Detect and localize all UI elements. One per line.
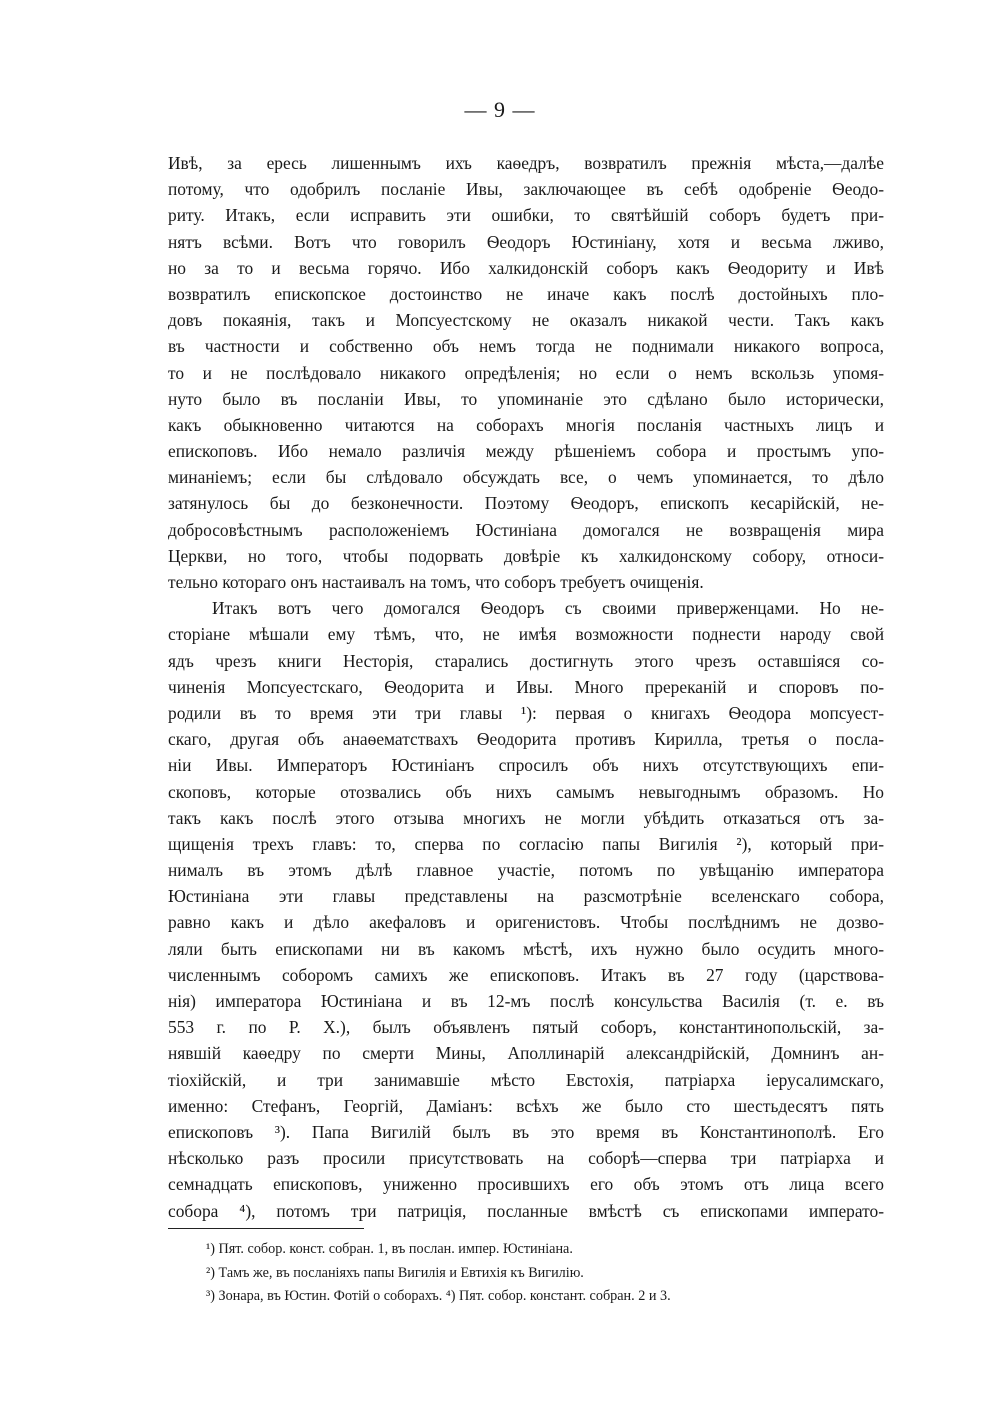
text-line: собора ⁴), потомъ три патриція, посланные вмѣстѣ съ епископами императо- bbox=[168, 1200, 884, 1221]
text-line: епископовъ ³). Папа Вигилій былъ въ это время въ Константинополѣ. Его bbox=[168, 1121, 884, 1142]
page-number: — 9 — bbox=[464, 97, 536, 122]
text-line: сторіане мѣшали ему тѣмъ, что, не имѣя возможности поднести народу свой bbox=[168, 624, 884, 645]
text-line: 553 г. по Р. Х.), былъ объявленъ пятый соборъ, константинопольскій, за- bbox=[168, 1017, 884, 1038]
text-line: тіохійскій, и три занимавшіе мѣсто Евстохія, патріарха іерусалимскаго, bbox=[168, 1069, 884, 1090]
text-line: семнадцать епископовъ, униженно просившихъ его объ этомъ отъ лица всего bbox=[168, 1174, 884, 1195]
text-line: щищенія трехъ главъ: то, сперва по согласію папы Вигилія ²), который при- bbox=[168, 833, 884, 854]
text-line: нія) императора Юстиніана и въ 12-мъ послѣ консульства Василія (т. е. въ bbox=[168, 991, 884, 1011]
text-line: возвратилъ епископское достоинство не иначе какъ послѣ достойныхъ пло- bbox=[168, 283, 884, 304]
text-line: нявшій каѳедру по смерти Мины, Аполлинарій александрійскій, Домнинъ ан- bbox=[168, 1043, 884, 1064]
text-line: то и не послѣдовало никакого опредѣленія; но если о немъ вскользь упомя- bbox=[168, 362, 884, 383]
main-text bbox=[168, 150, 884, 1224]
text-line: минаніемъ; если бы слѣдовало обсуждать все, о чемъ упоминается, то дѣло bbox=[168, 467, 884, 488]
text-line: численнымъ соборомъ самихъ же епископовъ. Итакъ въ 27 году (царствова- bbox=[168, 964, 884, 985]
paragraph-2 bbox=[168, 595, 884, 1224]
text-line: чиненія Мопсуестскаго, Ѳеодорита и Ивы. Много пререканій и споровъ по- bbox=[168, 676, 884, 697]
text-line: Церкви, но того, чтобы подорвать довѣріе къ халкидонскому собору, относи- bbox=[168, 545, 884, 566]
text-line: довъ покаянія, такъ и Мопсуестскому не оказалъ никакой чести. Такъ какъ bbox=[168, 310, 884, 331]
text-line: въ частности и собственно объ немъ тогда не поднимали никакого вопроса, bbox=[168, 336, 884, 357]
text-line: ніи Ивы. Императоръ Юстиніанъ спросилъ объ нихъ отсутствующихъ епи- bbox=[168, 755, 884, 776]
text-line: именно: Стефанъ, Георгій, Даміанъ: всѣхъ же было сто шестьдесятъ пять bbox=[168, 1095, 884, 1116]
text-line: тельно котораго онъ настаивалъ на томъ, что соборъ требуетъ очищенія. bbox=[168, 572, 704, 592]
text-line: равно какъ и дѣло акефаловъ и оригенистовъ. Чтобы послѣднимъ не дозво- bbox=[168, 912, 884, 933]
text-line: родили въ то время эти три главы ¹): первая о книгахъ Ѳеодора мопсуест- bbox=[168, 702, 884, 723]
text-line: добросовѣстнымъ расположеніемъ Юстиніана домогался не возвращенія мира bbox=[168, 519, 884, 540]
text-line: нуто было въ посланіи Ивы, то упоминаніе это сдѣлано было исторически, bbox=[168, 388, 884, 409]
text-line: какъ обыкновенно читаются на соборахъ многія посланія частныхъ лицъ и bbox=[168, 414, 884, 435]
text-line: нималъ въ этомъ дѣлѣ главное участіе, потомъ по увѣщанію императора bbox=[168, 860, 884, 881]
text-line: нятъ всѣми. Вотъ что говорилъ Ѳеодоръ Юстиніану, хотя и весьма лживо, bbox=[168, 231, 884, 252]
text-line: ляли быть епископами ни въ какомъ мѣстѣ, ихъ нужно было осудить много- bbox=[168, 938, 884, 959]
footnote: ¹) Пят. собор. конст. собран. 1, въ послан. импер. Юстиніана. bbox=[206, 1241, 573, 1257]
text-line: такъ какъ послѣ этого отзыва многихъ не могли убѣдить отказаться отъ за- bbox=[168, 807, 884, 828]
footnotes bbox=[206, 1238, 886, 1309]
text-line: Юстиніана эти главы представлены на разсмотрѣніе вселенскаго собора, bbox=[168, 886, 884, 907]
text-line: затянулось бы до безконечности. Поэтому Ѳеодоръ, епископъ кесарійскій, не- bbox=[168, 493, 884, 514]
text-line: риту. Итакъ, если исправить эти ошибки, то святѣйшій соборъ будетъ при- bbox=[168, 205, 884, 226]
text-line: епископовъ. Ибо немало различія между рѣшеніемъ собора и простымъ упо- bbox=[168, 441, 884, 462]
text-line: ядъ чрезъ книги Несторія, старались достигнуть этого чрезъ оставшіяся со- bbox=[168, 650, 884, 671]
text-line: Итакъ вотъ чего домогался Ѳеодоръ съ своими приверженцами. Но не- bbox=[212, 598, 884, 619]
footnote: ³) Зонара, въ Юстин. Фотій о соборахъ. ⁴) Пят. собор. констант. собран. 2 и 3. bbox=[206, 1288, 671, 1304]
paragraph-1 bbox=[168, 150, 884, 595]
text-line: Ивѣ, за ересь лишеннымъ ихъ каѳедръ, возвратилъ прежнія мѣста,—далѣе bbox=[168, 153, 884, 173]
text-line: но за то и весьма горячо. Ибо халкидонскій соборъ какъ Ѳеодориту и Ивѣ bbox=[168, 257, 884, 278]
footnote-divider bbox=[168, 1228, 364, 1229]
text-line: нѣсколько разъ просили присутствовать на соборѣ—сперва три патріарха и bbox=[168, 1148, 884, 1169]
text-line: скоповъ, которые отозвались объ нихъ самымъ невыгоднымъ образомъ. Но bbox=[168, 781, 884, 802]
text-line: потому, что одобрилъ посланіе Ивы, заключающее въ себѣ одобреніе Ѳеодо- bbox=[168, 179, 884, 200]
text-line: скаго, другая объ анаѳематствахъ Ѳеодорита противъ Кирилла, третья о посла- bbox=[168, 729, 884, 750]
footnote: ²) Тамъ же, въ посланіяхъ папы Вигилія и Евтихія къ Вигилію. bbox=[206, 1264, 584, 1281]
